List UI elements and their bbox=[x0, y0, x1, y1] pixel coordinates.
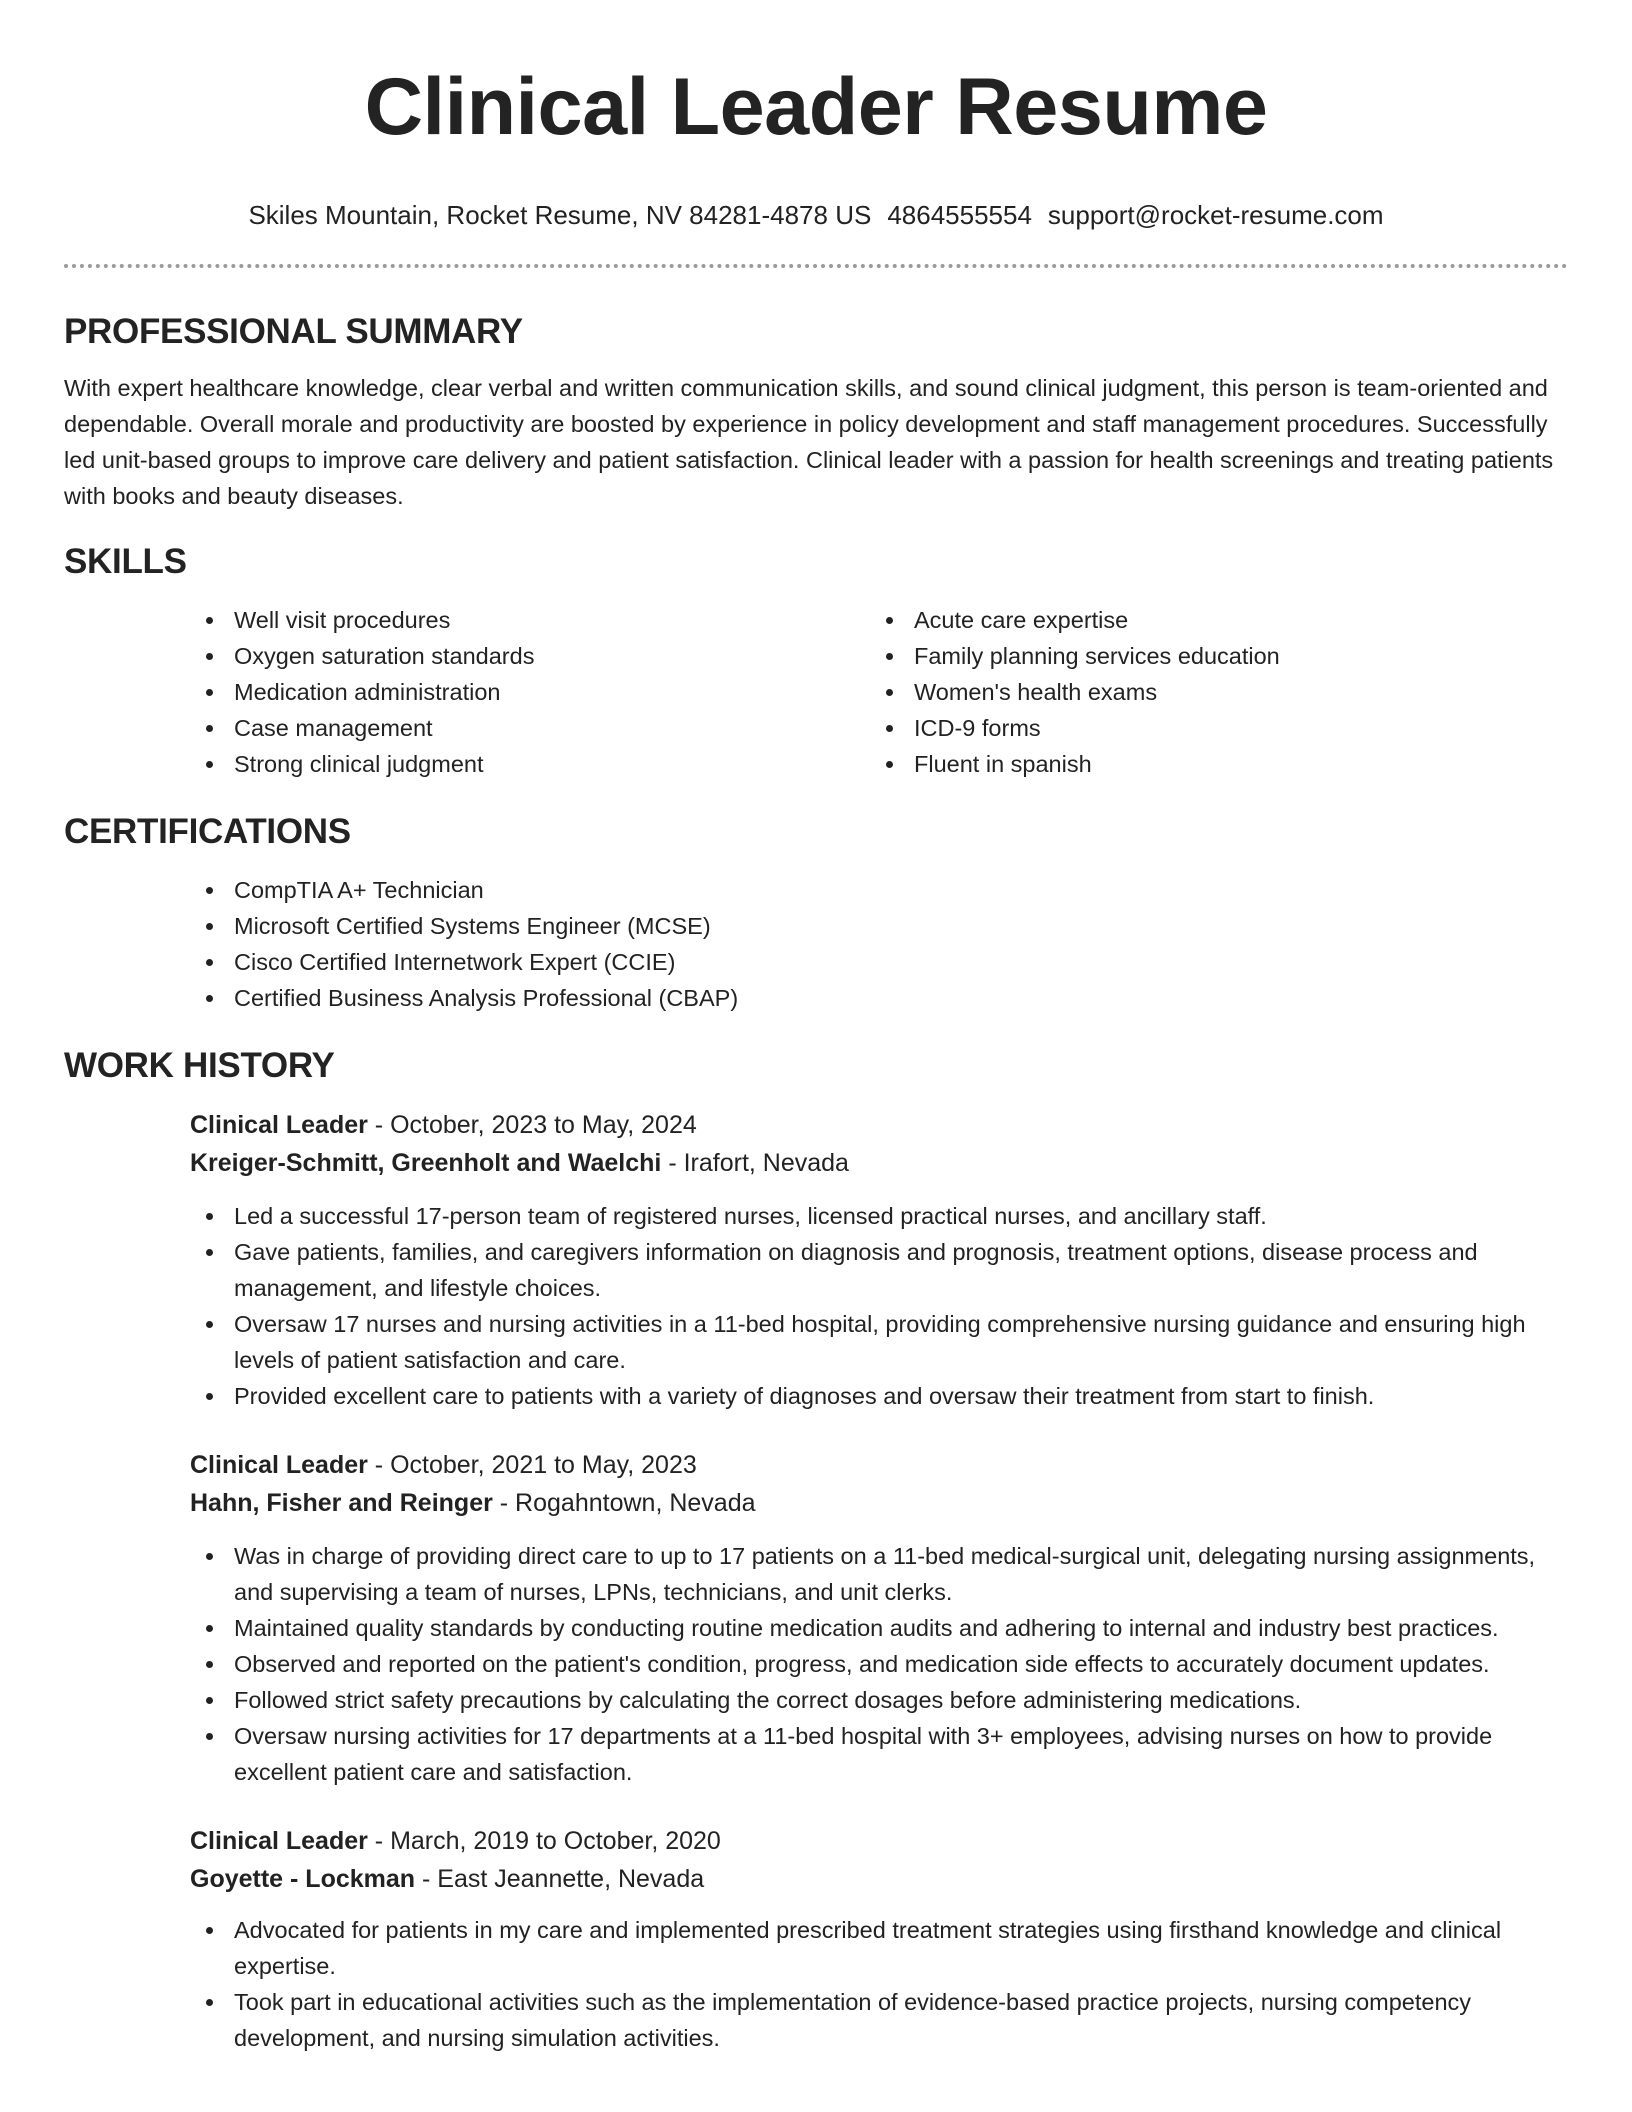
job-company: Kreiger-Schmitt, Greenholt and Waelchi bbox=[190, 1149, 662, 1177]
skill-item: Acute care expertise bbox=[870, 602, 1550, 638]
job-company-line bbox=[190, 1860, 1568, 1898]
contact-address: Skiles Mountain, Rocket Resume, NV 84281-4878 US bbox=[248, 200, 872, 230]
skill-item: Strong clinical judgment bbox=[190, 746, 870, 782]
job-company: Goyette - Lockman bbox=[190, 1865, 416, 1893]
job-dates: - October, 2023 to May, 2024 bbox=[367, 1111, 697, 1139]
certifications-heading: CERTIFICATIONS bbox=[64, 812, 351, 851]
contact-line bbox=[64, 200, 1568, 230]
job-bullet: Gave patients, families, and caregivers information on diagnosis and prognosis, treatment options, disease process and management, and lifestyle choices. bbox=[190, 1234, 1568, 1306]
skill-item: Medication administration bbox=[190, 674, 870, 710]
job-bullet: Oversaw 17 nurses and nursing activities in a 11-bed hospital, providing comprehensive nursing guidance and ensuring high levels of patient satisfaction and care. bbox=[190, 1306, 1568, 1378]
contact-phone: 4864555554 bbox=[887, 200, 1032, 230]
job-role: Clinical Leader bbox=[190, 1451, 368, 1479]
certification-item: Microsoft Certified Systems Engineer (MCSE) bbox=[190, 908, 1568, 944]
job-bullet: Observed and reported on the patient's condition, progress, and medication side effects to accurately document updates. bbox=[190, 1646, 1568, 1682]
job-bullet: Was in charge of providing direct care to up to 17 patients on a 11-bed medical-surgical unit, delegating nursing assignments, and supervising a team of nurses, LPNs, technicians, and unit clerks. bbox=[190, 1538, 1568, 1610]
contact-email: support@rocket-resume.com bbox=[1047, 200, 1384, 230]
job-title-line bbox=[190, 1106, 1568, 1144]
certification-item: Certified Business Analysis Professional (CBAP) bbox=[190, 980, 1568, 1016]
job-role: Clinical Leader bbox=[190, 1827, 368, 1855]
job-title-line bbox=[190, 1822, 1568, 1860]
job-company-line bbox=[190, 1484, 1568, 1522]
job-location: - East Jeannette, Nevada bbox=[415, 1865, 705, 1893]
job-bullets bbox=[190, 1198, 1568, 1414]
skills-list bbox=[190, 602, 1568, 782]
job-bullets bbox=[190, 1538, 1568, 1790]
work-history-heading: WORK HISTORY bbox=[64, 1046, 335, 1085]
job-bullet: Oversaw nursing activities for 17 departments at a 11-bed hospital with 3+ employees, advising nurses on how to provide excellent patient care and satisfaction. bbox=[190, 1718, 1568, 1790]
job-entry bbox=[190, 1106, 1568, 1414]
skills-column-right bbox=[870, 602, 1550, 782]
certification-item: Cisco Certified Internetwork Expert (CCIE) bbox=[190, 944, 1568, 980]
job-bullet: Maintained quality standards by conducting routine medication audits and adhering to internal and industry best practices. bbox=[190, 1610, 1568, 1646]
resume-title: Clinical Leader Resume bbox=[364, 62, 1268, 152]
job-bullet: Provided excellent care to patients with a variety of diagnoses and oversaw their treatment from start to finish. bbox=[190, 1378, 1568, 1414]
job-location: - Rogahntown, Nevada bbox=[492, 1489, 756, 1517]
skills-heading: SKILLS bbox=[64, 542, 187, 581]
skill-item: Family planning services education bbox=[870, 638, 1550, 674]
job-company: Hahn, Fisher and Reinger bbox=[190, 1489, 493, 1517]
job-entry bbox=[190, 1446, 1568, 1790]
header-divider bbox=[64, 264, 1568, 268]
summary-text: With expert healthcare knowledge, clear verbal and written communication skills, and sound clinical judgment, this person is team-oriented and dependable. Overall morale and productivity are boosted by experience in policy development and staff management procedures. Successfully led unit-based groups to improve care delivery and patient satisfaction. Clinical leader with a passion for health screenings and treating patients with books and beauty diseases. bbox=[64, 375, 1554, 509]
resume-page bbox=[64, 0, 1568, 2056]
skill-item: Fluent in spanish bbox=[870, 746, 1550, 782]
job-dates: - October, 2021 to May, 2023 bbox=[367, 1451, 697, 1479]
job-bullet: Led a successful 17-person team of registered nurses, licensed practical nurses, and ancillary staff. bbox=[190, 1198, 1568, 1234]
job-role: Clinical Leader bbox=[190, 1111, 368, 1139]
summary-heading: PROFESSIONAL SUMMARY bbox=[64, 312, 523, 351]
certifications-list bbox=[190, 872, 1568, 1016]
certification-item: CompTIA A+ Technician bbox=[190, 872, 1568, 908]
skill-item: Women's health exams bbox=[870, 674, 1550, 710]
job-bullets bbox=[190, 1912, 1568, 2056]
job-company-line bbox=[190, 1144, 1568, 1182]
skill-item: ICD-9 forms bbox=[870, 710, 1550, 746]
job-bullet: Followed strict safety precautions by calculating the correct dosages before administering medications. bbox=[190, 1682, 1568, 1718]
job-bullet: Advocated for patients in my care and implemented prescribed treatment strategies using firsthand knowledge and clinical expertise. bbox=[190, 1912, 1568, 1984]
job-dates: - March, 2019 to October, 2020 bbox=[367, 1827, 721, 1855]
skill-item: Well visit procedures bbox=[190, 602, 870, 638]
job-title-line bbox=[190, 1446, 1568, 1484]
job-entry bbox=[190, 1822, 1568, 2056]
skills-column-left bbox=[190, 602, 870, 782]
skill-item: Oxygen saturation standards bbox=[190, 638, 870, 674]
skill-item: Case management bbox=[190, 710, 870, 746]
job-bullet: Took part in educational activities such as the implementation of evidence-based practice projects, nursing competency development, and nursing simulation activities. bbox=[190, 1984, 1568, 2056]
job-location: - Irafort, Nevada bbox=[661, 1149, 849, 1177]
